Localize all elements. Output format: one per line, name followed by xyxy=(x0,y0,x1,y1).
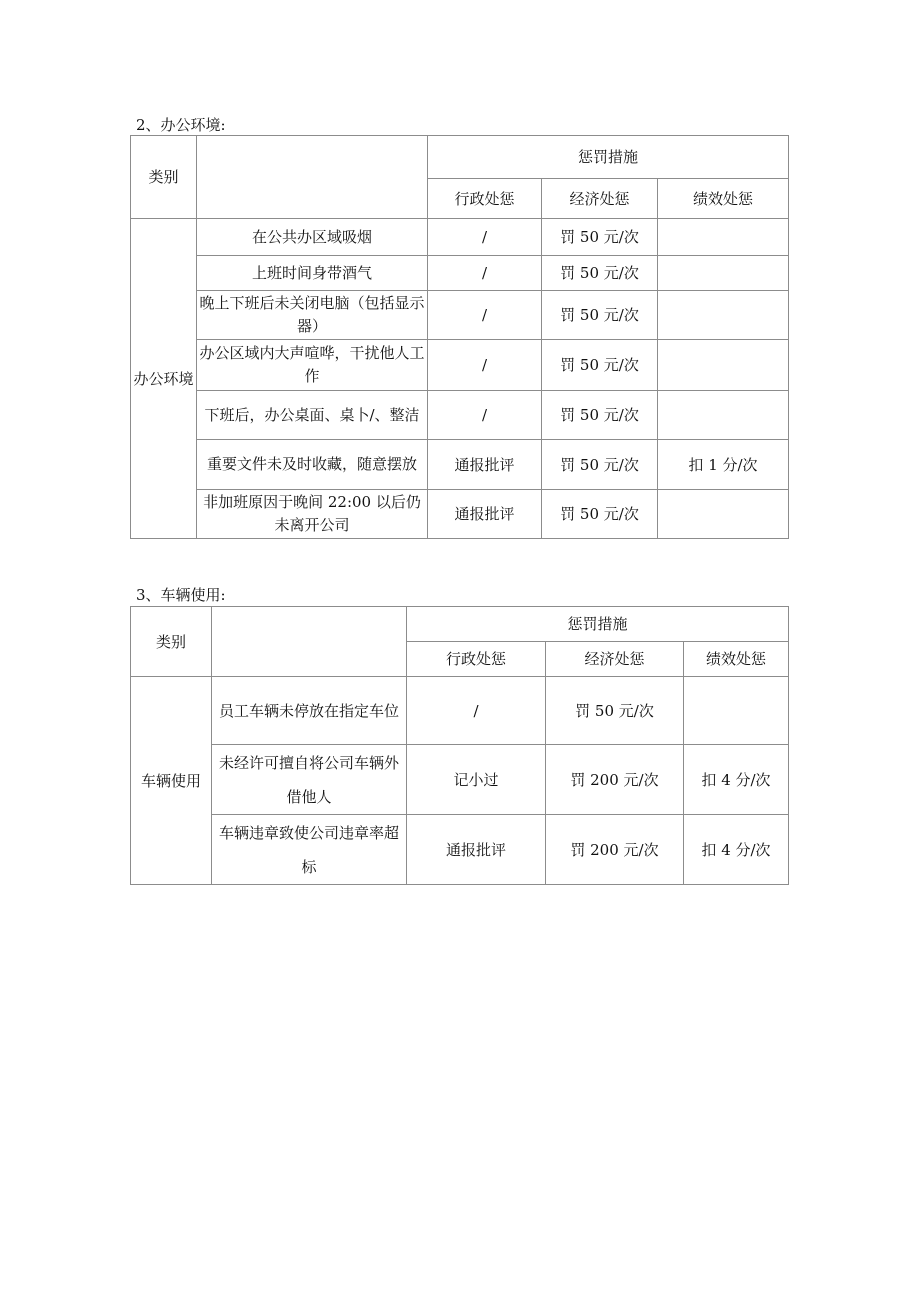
office-environment-table xyxy=(130,135,789,539)
header-measures: 惩罚措施 xyxy=(428,136,789,179)
performance-cell xyxy=(684,677,789,745)
performance-cell: 扣 4 分/次 xyxy=(684,815,789,885)
table-row xyxy=(131,815,789,885)
administrative-cell: 记小过 xyxy=(407,745,546,815)
economic-cell: 罚 50 元/次 xyxy=(542,340,658,391)
item-cell: 员工车辆未停放在指定车位 xyxy=(212,677,407,745)
economic-cell: 罚 50 元/次 xyxy=(542,219,658,256)
economic-cell: 罚 50 元/次 xyxy=(542,291,658,340)
performance-cell: 扣 1 分/次 xyxy=(658,440,789,490)
section-3-title: 3、车辆使用: xyxy=(136,586,226,604)
table-row xyxy=(131,256,789,291)
header-item-blank xyxy=(212,607,407,677)
administrative-cell: / xyxy=(428,256,542,291)
table-row xyxy=(131,291,789,340)
header-performance: 绩效处惩 xyxy=(684,642,789,677)
section-2-title: 2、办公环境: xyxy=(136,116,226,134)
table-row xyxy=(131,745,789,815)
economic-cell: 罚 200 元/次 xyxy=(546,745,684,815)
vehicle-use-table xyxy=(130,606,789,885)
item-cell: 下班后，办公桌面、桌卜/、整洁 xyxy=(197,391,428,440)
administrative-cell: 通报批评 xyxy=(428,440,542,490)
table-row xyxy=(131,340,789,391)
header-item-blank xyxy=(197,136,428,219)
performance-cell xyxy=(658,490,789,539)
header-category: 类别 xyxy=(131,136,197,219)
header-economic: 经济处惩 xyxy=(542,179,658,219)
performance-cell xyxy=(658,219,789,256)
economic-cell: 罚 50 元/次 xyxy=(542,440,658,490)
header-measures: 惩罚措施 xyxy=(407,607,789,642)
performance-cell xyxy=(658,256,789,291)
item-cell: 上班时间身带酒气 xyxy=(197,256,428,291)
item-cell: 晚上下班后未关闭电脑（包括显示器） xyxy=(197,291,428,340)
administrative-cell: / xyxy=(428,340,542,391)
item-cell: 重要文件未及时收藏，随意摆放 xyxy=(197,440,428,490)
performance-cell xyxy=(658,340,789,391)
performance-cell: 扣 4 分/次 xyxy=(684,745,789,815)
administrative-cell: / xyxy=(428,219,542,256)
administrative-cell: 通报批评 xyxy=(407,815,546,885)
category-cell: 办公环境 xyxy=(131,219,197,539)
header-category: 类别 xyxy=(131,607,212,677)
item-cell: 未经许可擅自将公司车辆外借他人 xyxy=(212,745,407,815)
economic-cell: 罚 50 元/次 xyxy=(542,256,658,291)
administrative-cell: / xyxy=(428,291,542,340)
item-cell: 车辆违章致使公司违章率超标 xyxy=(212,815,407,885)
administrative-cell: / xyxy=(428,391,542,440)
item-cell: 非加班原因于晚间 22:00 以后仍未离开公司 xyxy=(197,490,428,539)
table-row xyxy=(131,391,789,440)
table-header-row xyxy=(131,136,789,179)
header-economic: 经济处惩 xyxy=(546,642,684,677)
item-cell: 在公共办区域吸烟 xyxy=(197,219,428,256)
header-administrative: 行政处惩 xyxy=(428,179,542,219)
table-row xyxy=(131,219,789,256)
category-cell: 车辆使用 xyxy=(131,677,212,885)
header-performance: 绩效处惩 xyxy=(658,179,789,219)
performance-cell xyxy=(658,391,789,440)
administrative-cell: / xyxy=(407,677,546,745)
table-row xyxy=(131,677,789,745)
economic-cell: 罚 200 元/次 xyxy=(546,815,684,885)
table-row xyxy=(131,440,789,490)
table-row xyxy=(131,490,789,539)
table-header-row xyxy=(131,607,789,642)
economic-cell: 罚 50 元/次 xyxy=(542,490,658,539)
economic-cell: 罚 50 元/次 xyxy=(542,391,658,440)
administrative-cell: 通报批评 xyxy=(428,490,542,539)
performance-cell xyxy=(658,291,789,340)
item-cell: 办公区域内大声喧哗，干扰他人工作 xyxy=(197,340,428,391)
economic-cell: 罚 50 元/次 xyxy=(546,677,684,745)
header-administrative: 行政处惩 xyxy=(407,642,546,677)
